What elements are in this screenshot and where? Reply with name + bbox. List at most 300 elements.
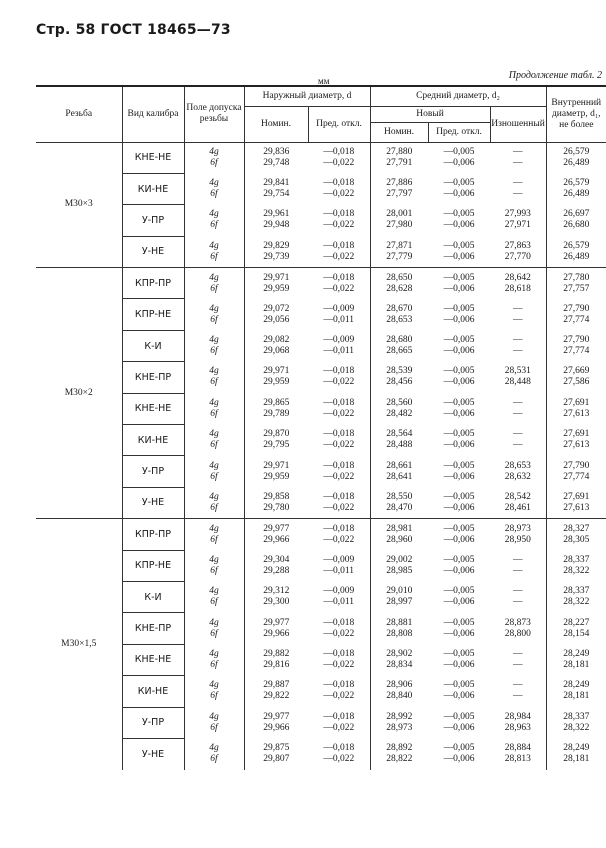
tolerance-field <box>184 205 244 236</box>
outer-diameter-deviation-value: —0,011 <box>323 346 355 357</box>
outer-diameter-nominal-value: 29,948 <box>263 220 290 231</box>
inner-diameter-value: 27,586 <box>563 377 590 388</box>
outer-diameter-deviation-value: —0,018 <box>323 680 355 691</box>
tolerance-field <box>184 142 244 173</box>
pitch-diameter-worn-value: 28,873 <box>504 617 531 628</box>
outer-diameter-deviation <box>308 707 370 738</box>
pitch-diameter-deviation-value: —0,005 <box>443 680 475 691</box>
inner-diameter-value: 28,181 <box>563 691 590 702</box>
pitch-diameter-worn-value: — <box>513 178 523 189</box>
pitch-diameter-worn-value: 28,618 <box>504 283 531 294</box>
pitch-diameter-deviation-value: —0,005 <box>443 617 475 628</box>
pitch-diameter-deviation <box>428 268 490 299</box>
pitch-diameter-worn-value: — <box>513 408 523 419</box>
col-d2-nominal-header: Номин. <box>370 122 428 142</box>
inner-diameter-value: 27,613 <box>563 408 590 419</box>
outer-diameter-nominal <box>244 393 308 424</box>
tolerance-field-value: 6f <box>210 220 218 231</box>
pitch-diameter-deviation-value: —0,005 <box>443 460 475 471</box>
outer-diameter-nominal-value: 29,072 <box>263 303 290 314</box>
pitch-diameter-deviation <box>428 644 490 675</box>
inner-diameter-value: 28,327 <box>563 523 590 534</box>
pitch-diameter-deviation-value: —0,005 <box>443 397 475 408</box>
outer-diameter-nominal <box>244 644 308 675</box>
outer-diameter-nominal-value: 29,807 <box>263 754 290 765</box>
pitch-diameter-deviation-value: —0,005 <box>443 743 475 754</box>
pitch-diameter-deviation-value: —0,006 <box>443 597 475 608</box>
outer-diameter-deviation <box>308 268 370 299</box>
outer-diameter-deviation-value: —0,018 <box>323 523 355 534</box>
outer-diameter-deviation-value: —0,018 <box>323 429 355 440</box>
pitch-diameter-worn-value: 28,642 <box>504 272 531 283</box>
pitch-diameter-nominal <box>370 456 428 487</box>
inner-diameter-value: 28,249 <box>563 648 590 659</box>
outer-diameter-nominal-value: 29,739 <box>263 251 290 262</box>
pitch-diameter-deviation-value: —0,006 <box>443 691 475 702</box>
col-d2-deviation-header: Пред. откл. <box>428 122 490 142</box>
outer-diameter-nominal-value: 29,966 <box>263 722 290 733</box>
tolerance-field <box>184 236 244 267</box>
pitch-diameter-deviation-value: —0,006 <box>443 659 475 670</box>
pitch-diameter-nominal-value: 27,880 <box>386 146 413 157</box>
inner-diameter-value: 27,790 <box>563 460 590 471</box>
pitch-diameter-worn-value: — <box>513 429 523 440</box>
pitch-diameter-nominal <box>370 268 428 299</box>
inner-diameter <box>546 707 606 738</box>
tolerance-field-value: 6f <box>210 440 218 451</box>
outer-diameter-deviation-value: —0,018 <box>323 397 355 408</box>
pitch-diameter-deviation <box>428 299 490 330</box>
pitch-diameter-worn <box>490 581 546 612</box>
inner-diameter-value: 28,181 <box>563 659 590 670</box>
inner-diameter <box>546 738 606 769</box>
inner-diameter-value: 28,227 <box>563 617 590 628</box>
outer-diameter-deviation-value: —0,011 <box>323 597 355 608</box>
tolerance-field-value: 6f <box>210 502 218 513</box>
units-label: мм <box>318 76 330 86</box>
pitch-diameter-deviation-value: —0,005 <box>443 272 475 283</box>
outer-diameter-nominal <box>244 487 308 518</box>
pitch-diameter-nominal-value: 28,482 <box>386 408 413 419</box>
pitch-diameter-nominal-value: 28,992 <box>386 711 413 722</box>
table-row <box>36 142 606 173</box>
pitch-diameter-nominal-value: 27,791 <box>386 157 413 168</box>
inner-diameter-value: 27,691 <box>563 491 590 502</box>
pitch-diameter-worn-value: — <box>513 648 523 659</box>
inner-diameter <box>546 644 606 675</box>
tolerance-field <box>184 393 244 424</box>
pitch-diameter-worn <box>490 330 546 361</box>
tolerance-field-value: 6f <box>210 377 218 388</box>
outer-diameter-nominal-value: 29,875 <box>263 743 290 754</box>
pitch-diameter-deviation <box>428 487 490 518</box>
pitch-diameter-worn <box>490 362 546 393</box>
pitch-diameter-nominal-value: 28,808 <box>386 628 413 639</box>
outer-diameter-nominal-value: 29,829 <box>263 240 290 251</box>
pitch-diameter-nominal-value: 28,881 <box>386 617 413 628</box>
pitch-diameter-deviation-value: —0,005 <box>443 429 475 440</box>
inner-diameter <box>546 613 606 644</box>
tolerance-field-value: 4g <box>209 209 219 220</box>
pitch-diameter-worn <box>490 393 546 424</box>
pitch-diameter-nominal-value: 28,902 <box>386 648 413 659</box>
table-row <box>36 738 606 769</box>
outer-diameter-deviation-value: —0,018 <box>323 743 355 754</box>
pitch-diameter-worn-value: 28,653 <box>504 460 531 471</box>
pitch-diameter-deviation-value: —0,005 <box>443 554 475 565</box>
tolerance-field-value: 6f <box>210 251 218 262</box>
inner-diameter-value: 27,691 <box>563 429 590 440</box>
pitch-diameter-worn <box>490 487 546 518</box>
continuation-label: Продолжение табл. 2 <box>508 70 602 81</box>
outer-diameter-nominal-value: 29,959 <box>263 283 290 294</box>
tolerance-field-value: 6f <box>210 471 218 482</box>
gauge-type: У-НЕ <box>122 236 184 267</box>
outer-diameter-deviation-value: —0,022 <box>323 628 355 639</box>
pitch-diameter-worn-value: 28,632 <box>504 471 531 482</box>
tolerance-field-value: 4g <box>209 303 219 314</box>
thread-designation: M30×2 <box>36 268 122 519</box>
pitch-diameter-nominal-value: 28,892 <box>386 743 413 754</box>
pitch-diameter-worn-value: 28,800 <box>504 628 531 639</box>
pitch-diameter-nominal-value: 28,665 <box>386 346 413 357</box>
inner-diameter <box>546 142 606 173</box>
tolerance-field-value: 4g <box>209 272 219 283</box>
pitch-diameter-worn-value: 28,950 <box>504 534 531 545</box>
outer-diameter-nominal <box>244 707 308 738</box>
outer-diameter-deviation-value: —0,022 <box>323 251 355 262</box>
pitch-diameter-deviation-value: —0,006 <box>443 408 475 419</box>
table-row <box>36 330 606 361</box>
outer-diameter-nominal-value: 29,977 <box>263 711 290 722</box>
inner-diameter-value: 28,305 <box>563 534 590 545</box>
tolerance-field-value: 6f <box>210 157 218 168</box>
pitch-diameter-worn-value: 28,542 <box>504 491 531 502</box>
gauge-type: КПР-НЕ <box>122 550 184 581</box>
table-row <box>36 581 606 612</box>
outer-diameter-deviation <box>308 330 370 361</box>
outer-diameter-deviation-value: —0,022 <box>323 691 355 702</box>
tolerance-field <box>184 644 244 675</box>
pitch-diameter-deviation-value: —0,006 <box>443 754 475 765</box>
inner-diameter <box>546 236 606 267</box>
outer-diameter-nominal-value: 29,870 <box>263 429 290 440</box>
outer-diameter-deviation-value: —0,018 <box>323 491 355 502</box>
outer-diameter-deviation-value: —0,018 <box>323 460 355 471</box>
pitch-diameter-worn-value: 27,863 <box>504 240 531 251</box>
pitch-diameter-nominal <box>370 550 428 581</box>
outer-diameter-deviation <box>308 676 370 707</box>
outer-diameter-deviation <box>308 613 370 644</box>
col-worn-header: Изношенный <box>490 106 546 142</box>
col-outer-diameter-header: Наружный диаметр, d <box>244 86 370 106</box>
outer-diameter-nominal-value: 29,882 <box>263 648 290 659</box>
pitch-diameter-worn <box>490 519 546 550</box>
pitch-diameter-nominal-value: 27,886 <box>386 178 413 189</box>
gauge-type: КПР-ПР <box>122 268 184 299</box>
pitch-diameter-nominal-value: 28,973 <box>386 722 413 733</box>
pitch-diameter-nominal <box>370 173 428 204</box>
pitch-diameter-deviation-value: —0,005 <box>443 303 475 314</box>
pitch-diameter-deviation <box>428 236 490 267</box>
pitch-diameter-nominal <box>370 519 428 550</box>
pitch-diameter-nominal-value: 28,641 <box>386 471 413 482</box>
inner-diameter-value: 27,790 <box>563 303 590 314</box>
outer-diameter-deviation-value: —0,018 <box>323 711 355 722</box>
tolerance-field-value: 6f <box>210 754 218 765</box>
outer-diameter-deviation <box>308 738 370 769</box>
inner-diameter <box>546 362 606 393</box>
inner-diameter-value: 26,697 <box>563 209 590 220</box>
outer-diameter-deviation <box>308 173 370 204</box>
inner-diameter-value: 28,181 <box>563 754 590 765</box>
pitch-diameter-nominal-value: 28,456 <box>386 377 413 388</box>
pitch-diameter-nominal-value: 27,797 <box>386 189 413 200</box>
tolerance-field <box>184 425 244 456</box>
outer-diameter-nominal <box>244 268 308 299</box>
pitch-diameter-worn-value: — <box>513 335 523 346</box>
pitch-diameter-deviation-value: —0,005 <box>443 146 475 157</box>
pitch-diameter-nominal-value: 28,539 <box>386 366 413 377</box>
pitch-diameter-worn-value: 28,813 <box>504 754 531 765</box>
pitch-diameter-worn-value: — <box>513 146 523 157</box>
outer-diameter-nominal <box>244 425 308 456</box>
pitch-diameter-worn-value: — <box>513 554 523 565</box>
outer-diameter-nominal <box>244 236 308 267</box>
pitch-diameter-deviation-value: —0,006 <box>443 440 475 451</box>
inner-diameter-value: 27,691 <box>563 397 590 408</box>
outer-diameter-nominal-value: 29,822 <box>263 691 290 702</box>
outer-diameter-deviation <box>308 644 370 675</box>
gauge-type: КНЕ-НЕ <box>122 393 184 424</box>
outer-diameter-deviation-value: —0,022 <box>323 471 355 482</box>
pitch-diameter-nominal-value: 28,653 <box>386 314 413 325</box>
pitch-diameter-nominal-value: 27,871 <box>386 240 413 251</box>
outer-diameter-deviation-value: —0,022 <box>323 659 355 670</box>
pitch-diameter-deviation-value: —0,006 <box>443 189 475 200</box>
pitch-diameter-deviation-value: —0,006 <box>443 471 475 482</box>
pitch-diameter-nominal-value: 29,010 <box>386 586 413 597</box>
tolerance-field-value: 4g <box>209 617 219 628</box>
col-d-deviation-header: Пред. откл. <box>308 106 370 142</box>
outer-diameter-deviation-value: —0,022 <box>323 157 355 168</box>
pitch-diameter-worn-value: 27,971 <box>504 220 531 231</box>
pitch-diameter-nominal-value: 28,906 <box>386 680 413 691</box>
pitch-diameter-worn-value: — <box>513 565 523 576</box>
table-row <box>36 644 606 675</box>
inner-diameter-value: 26,489 <box>563 251 590 262</box>
outer-diameter-nominal <box>244 205 308 236</box>
outer-diameter-deviation-value: —0,022 <box>323 408 355 419</box>
outer-diameter-deviation <box>308 425 370 456</box>
table-row <box>36 362 606 393</box>
pitch-diameter-nominal-value: 28,001 <box>386 209 413 220</box>
inner-diameter-value: 27,669 <box>563 366 590 377</box>
pitch-diameter-worn-value: 28,884 <box>504 743 531 754</box>
table-row <box>36 205 606 236</box>
inner-diameter-value: 27,757 <box>563 283 590 294</box>
table-row <box>36 676 606 707</box>
tolerance-field <box>184 738 244 769</box>
outer-diameter-deviation-value: —0,011 <box>323 565 355 576</box>
outer-diameter-deviation-value: —0,022 <box>323 283 355 294</box>
pitch-diameter-nominal <box>370 393 428 424</box>
pitch-diameter-deviation-value: —0,006 <box>443 722 475 733</box>
outer-diameter-deviation <box>308 299 370 330</box>
pitch-diameter-deviation <box>428 519 490 550</box>
tolerance-field <box>184 268 244 299</box>
inner-diameter <box>546 173 606 204</box>
pitch-diameter-nominal <box>370 236 428 267</box>
pitch-diameter-nominal <box>370 205 428 236</box>
table-row <box>36 519 606 550</box>
outer-diameter-deviation-value: —0,009 <box>323 586 355 597</box>
outer-diameter-deviation <box>308 142 370 173</box>
tolerance-field-value: 6f <box>210 314 218 325</box>
pitch-diameter-worn <box>490 142 546 173</box>
outer-diameter-nominal-value: 29,816 <box>263 659 290 670</box>
pitch-diameter-worn <box>490 676 546 707</box>
tolerance-field-value: 6f <box>210 346 218 357</box>
outer-diameter-nominal-value: 29,082 <box>263 335 290 346</box>
pitch-diameter-deviation-value: —0,006 <box>443 283 475 294</box>
inner-diameter-value: 28,154 <box>563 628 590 639</box>
tolerance-field-value: 4g <box>209 743 219 754</box>
tolerance-field-value: 4g <box>209 178 219 189</box>
pitch-diameter-worn-value: 28,448 <box>504 377 531 388</box>
thread-designation: M30×1,5 <box>36 519 122 770</box>
pitch-diameter-nominal <box>370 707 428 738</box>
pitch-diameter-nominal <box>370 581 428 612</box>
outer-diameter-deviation-value: —0,018 <box>323 272 355 283</box>
inner-diameter-value: 28,337 <box>563 711 590 722</box>
pitch-diameter-nominal-value: 28,650 <box>386 272 413 283</box>
pitch-diameter-deviation-value: —0,005 <box>443 335 475 346</box>
gauge-type: К-И <box>122 330 184 361</box>
gauge-type: К-И <box>122 581 184 612</box>
pitch-diameter-deviation-value: —0,006 <box>443 534 475 545</box>
tolerance-field-value: 4g <box>209 335 219 346</box>
pitch-diameter-deviation-value: —0,006 <box>443 346 475 357</box>
pitch-diameter-worn-value: — <box>513 157 523 168</box>
page-header: Стр. 58 ГОСТ 18465—73 <box>36 22 231 38</box>
tolerance-field-value: 6f <box>210 659 218 670</box>
pitch-diameter-worn-value: — <box>513 346 523 357</box>
tolerance-field-value: 4g <box>209 554 219 565</box>
outer-diameter-deviation-value: —0,009 <box>323 303 355 314</box>
inner-diameter-value: 26,489 <box>563 189 590 200</box>
outer-diameter-deviation <box>308 581 370 612</box>
outer-diameter-deviation <box>308 362 370 393</box>
pitch-diameter-deviation-value: —0,005 <box>443 711 475 722</box>
col-new-header: Новый <box>370 106 490 122</box>
pitch-diameter-nominal-value: 28,822 <box>386 754 413 765</box>
outer-diameter-deviation-value: —0,009 <box>323 554 355 565</box>
outer-diameter-nominal-value: 29,961 <box>263 209 290 220</box>
pitch-diameter-worn-value: — <box>513 659 523 670</box>
pitch-diameter-worn-value: 28,963 <box>504 722 531 733</box>
pitch-diameter-deviation <box>428 393 490 424</box>
pitch-diameter-nominal-value: 28,560 <box>386 397 413 408</box>
outer-diameter-nominal <box>244 581 308 612</box>
outer-diameter-deviation-value: —0,018 <box>323 178 355 189</box>
col-tolerance-header: Поле допуска резьбы <box>184 86 244 142</box>
pitch-diameter-deviation-value: —0,006 <box>443 157 475 168</box>
pitch-diameter-worn-value: — <box>513 397 523 408</box>
inner-diameter-value: 26,579 <box>563 178 590 189</box>
tolerance-field-value: 6f <box>210 691 218 702</box>
tolerance-field-value: 4g <box>209 429 219 440</box>
inner-diameter <box>546 581 606 612</box>
pitch-diameter-deviation <box>428 738 490 769</box>
tolerance-field <box>184 519 244 550</box>
pitch-diameter-deviation <box>428 362 490 393</box>
pitch-diameter-deviation <box>428 330 490 361</box>
table-row <box>36 299 606 330</box>
gauge-type: КНЕ-ПР <box>122 613 184 644</box>
tolerance-field <box>184 676 244 707</box>
col-d-nominal-header: Номин. <box>244 106 308 142</box>
outer-diameter-nominal <box>244 362 308 393</box>
pitch-diameter-nominal <box>370 425 428 456</box>
table-row <box>36 173 606 204</box>
tolerance-field-value: 6f <box>210 628 218 639</box>
inner-diameter-value: 28,322 <box>563 565 590 576</box>
gauge-type: КНЕ-НЕ <box>122 644 184 675</box>
inner-diameter <box>546 330 606 361</box>
tolerance-field <box>184 362 244 393</box>
inner-diameter <box>546 456 606 487</box>
pitch-diameter-deviation-value: —0,005 <box>443 586 475 597</box>
outer-diameter-deviation-value: —0,018 <box>323 209 355 220</box>
outer-diameter-nominal-value: 29,304 <box>263 554 290 565</box>
pitch-diameter-deviation-value: —0,005 <box>443 209 475 220</box>
pitch-diameter-nominal-value: 28,564 <box>386 429 413 440</box>
col-inner-diameter-header: Внутренний диаметр, d₁, не более <box>546 86 606 142</box>
inner-diameter-value: 26,579 <box>563 240 590 251</box>
outer-diameter-nominal-value: 29,959 <box>263 471 290 482</box>
pitch-diameter-nominal-value: 27,980 <box>386 220 413 231</box>
inner-diameter <box>546 268 606 299</box>
pitch-diameter-deviation-value: —0,006 <box>443 220 475 231</box>
pitch-diameter-nominal-value: 28,840 <box>386 691 413 702</box>
pitch-diameter-nominal-value: 28,981 <box>386 523 413 534</box>
tolerance-field-value: 4g <box>209 523 219 534</box>
pitch-diameter-worn <box>490 268 546 299</box>
gauge-type: У-ПР <box>122 205 184 236</box>
pitch-diameter-deviation-value: —0,006 <box>443 628 475 639</box>
pitch-diameter-deviation <box>428 676 490 707</box>
tolerance-field <box>184 330 244 361</box>
inner-diameter <box>546 550 606 581</box>
outer-diameter-deviation <box>308 456 370 487</box>
outer-diameter-nominal <box>244 299 308 330</box>
outer-diameter-nominal-value: 29,977 <box>263 617 290 628</box>
outer-diameter-nominal <box>244 550 308 581</box>
pitch-diameter-worn <box>490 738 546 769</box>
outer-diameter-nominal-value: 29,971 <box>263 366 290 377</box>
thread-designation: M30×3 <box>64 199 93 210</box>
pitch-diameter-nominal-value: 28,997 <box>386 597 413 608</box>
pitch-diameter-worn-value: — <box>513 189 523 200</box>
outer-diameter-deviation-value: —0,022 <box>323 754 355 765</box>
pitch-diameter-deviation <box>428 581 490 612</box>
col-gauge-header: Вид калибра <box>122 86 184 142</box>
outer-diameter-nominal <box>244 519 308 550</box>
outer-diameter-deviation-value: —0,022 <box>323 722 355 733</box>
tolerance-field-value: 6f <box>210 534 218 545</box>
outer-diameter-nominal-value: 29,836 <box>263 146 290 157</box>
